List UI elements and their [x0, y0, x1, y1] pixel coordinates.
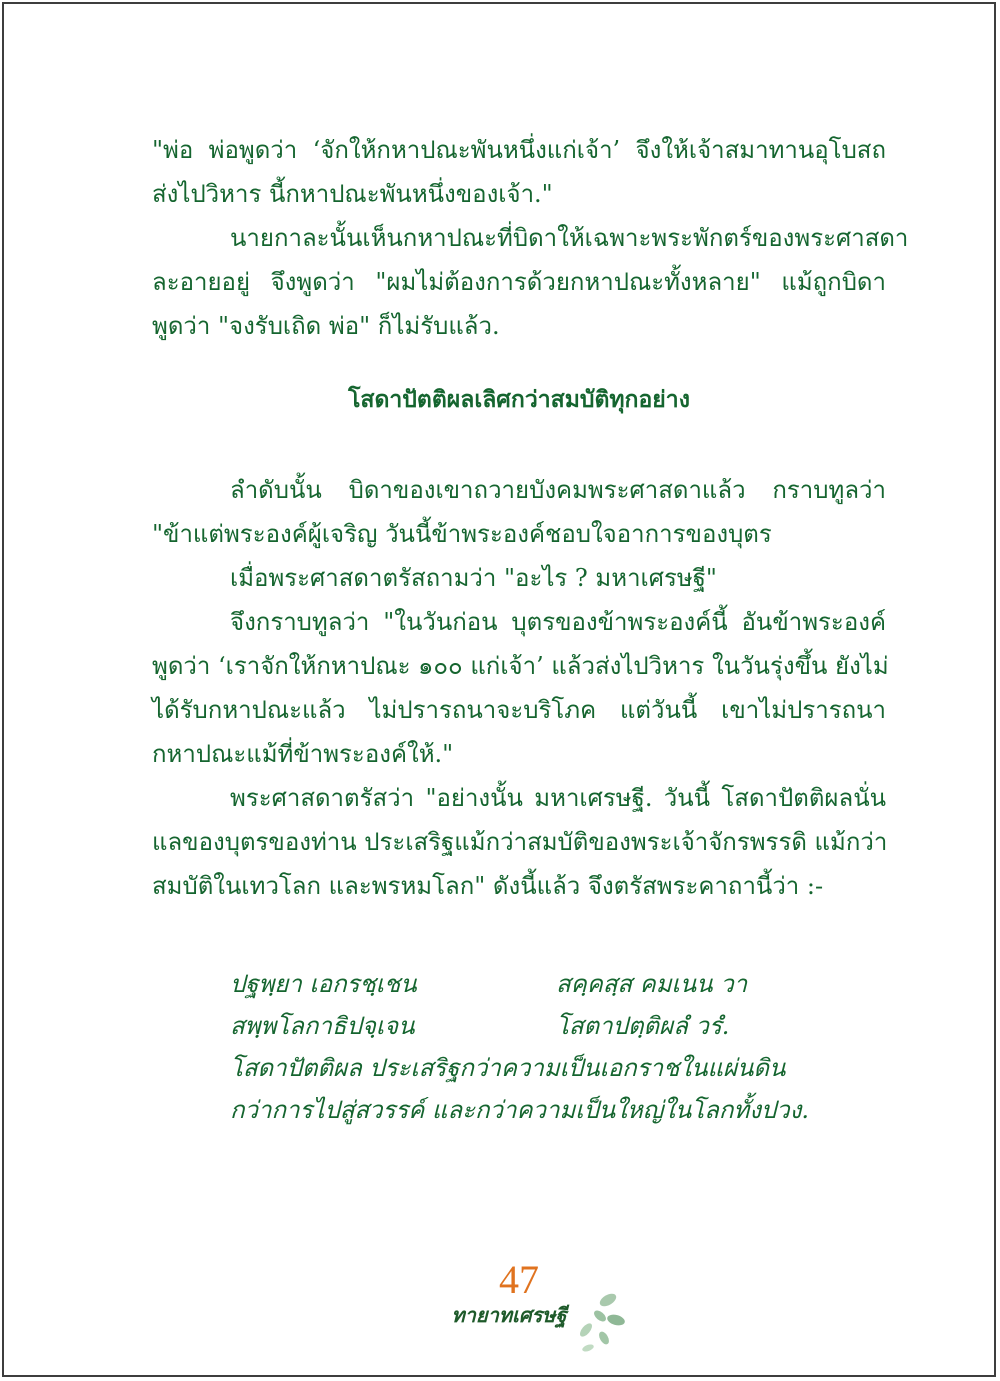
- paragraph2-line1: นายกาละนั้นเห็นกหาปณะที่บิดาให้เฉพาะพระพักตร์ของพระศาสดา: [230, 224, 909, 252]
- paragraph5-line4: กหาปณะแม้ที่ข้าพระองค์ให้.": [152, 740, 454, 768]
- leaves-icon: [564, 1286, 634, 1356]
- paragraph4-line1: เมื่อพระศาสดาตรัสถามว่า "อะไร ? มหาเศรษฐี": [230, 564, 717, 592]
- paragraph1-line2: ส่งไปวิหาร นี้กหาปณะพันหนึ่งของเจ้า.": [152, 180, 553, 208]
- paragraph3-line1: ลำดับนั้น บิดาของเขาถวายบังคมพระศาสดาแล้ว กราบทูลว่า: [230, 476, 886, 504]
- verse-thai-line1: โสดาปัตติผล ประเสริฐกว่าความเป็นเอกราชในแผ่นดิน: [230, 1054, 786, 1082]
- page-number: 47: [499, 1257, 539, 1302]
- paragraph6-line3: สมบัติในเทวโลก และพรหมโลก" ดังนี้แล้ว จึงตรัสพระคาถานี้ว่า :-: [152, 872, 824, 900]
- verse-thai-line2: กว่าการไปสู่สวรรค์ และกว่าความเป็นใหญ่ในโลกทั้งปวง.: [230, 1096, 809, 1124]
- paragraph6-line2: แลของบุตรของท่าน ประเสริฐแม้กว่าสมบัติของพระเจ้าจักรพรรดิ แม้กว่า: [152, 828, 888, 856]
- verse-pali2-right: โสตาปตฺติผลํ วรํ.: [556, 1012, 730, 1040]
- paragraph5-line1: จึงกราบทูลว่า "ในวันก่อน บุตรของข้าพระองค์นี้ อันข้าพระองค์: [230, 608, 886, 636]
- section-heading: โสดาปัตติผลเลิศกว่าสมบัติทุกอย่าง: [348, 386, 690, 413]
- book-title: ทายาทเศรษฐี: [451, 1303, 567, 1327]
- verse-pali2-left: สพฺพโลกาธิปจฺเจน: [230, 1012, 415, 1040]
- paragraph3-line2: "ข้าแต่พระองค์ผู้เจริญ วันนี้ข้าพระองค์ชอบใจอาการของบุตร: [152, 520, 772, 548]
- paragraph1-line1: "พ่อ พ่อพูดว่า ‘จักให้กหาปณะพันหนึ่งแก่เจ้า’ จึงให้เจ้าสมาทานอุโบสถ: [152, 136, 886, 164]
- verse-pali1-left: ปฐพฺยา เอกรชฺเชน: [230, 970, 417, 998]
- paragraph5-line3: ได้รับกหาปณะแล้ว ไม่ปรารถนาจะบริโภค แต่วันนี้ เขาไม่ปรารถนา: [152, 696, 886, 724]
- verse-pali1-right: สคฺคสฺส คมเนน วา: [556, 970, 748, 998]
- paragraph2-line3: พูดว่า "จงรับเถิด พ่อ" ก็ไม่รับแล้ว.: [152, 312, 500, 340]
- paragraph2-line2: ละอายอยู่ จึงพูดว่า "ผมไม่ต้องการด้วยกหาปณะทั้งหลาย" แม้ถูกบิดา: [152, 268, 886, 296]
- page: [2, 2, 996, 1377]
- paragraph5-line2: พูดว่า ‘เราจักให้กหาปณะ ๑๐๐ แก่เจ้า’ แล้วส่งไปวิหาร ในวันรุ่งขึ้น ยังไม่: [152, 652, 889, 680]
- paragraph6-line1: พระศาสดาตรัสว่า "อย่างนั้น มหาเศรษฐี. วันนี้ โสดาปัตติผลนั่น: [230, 784, 886, 812]
